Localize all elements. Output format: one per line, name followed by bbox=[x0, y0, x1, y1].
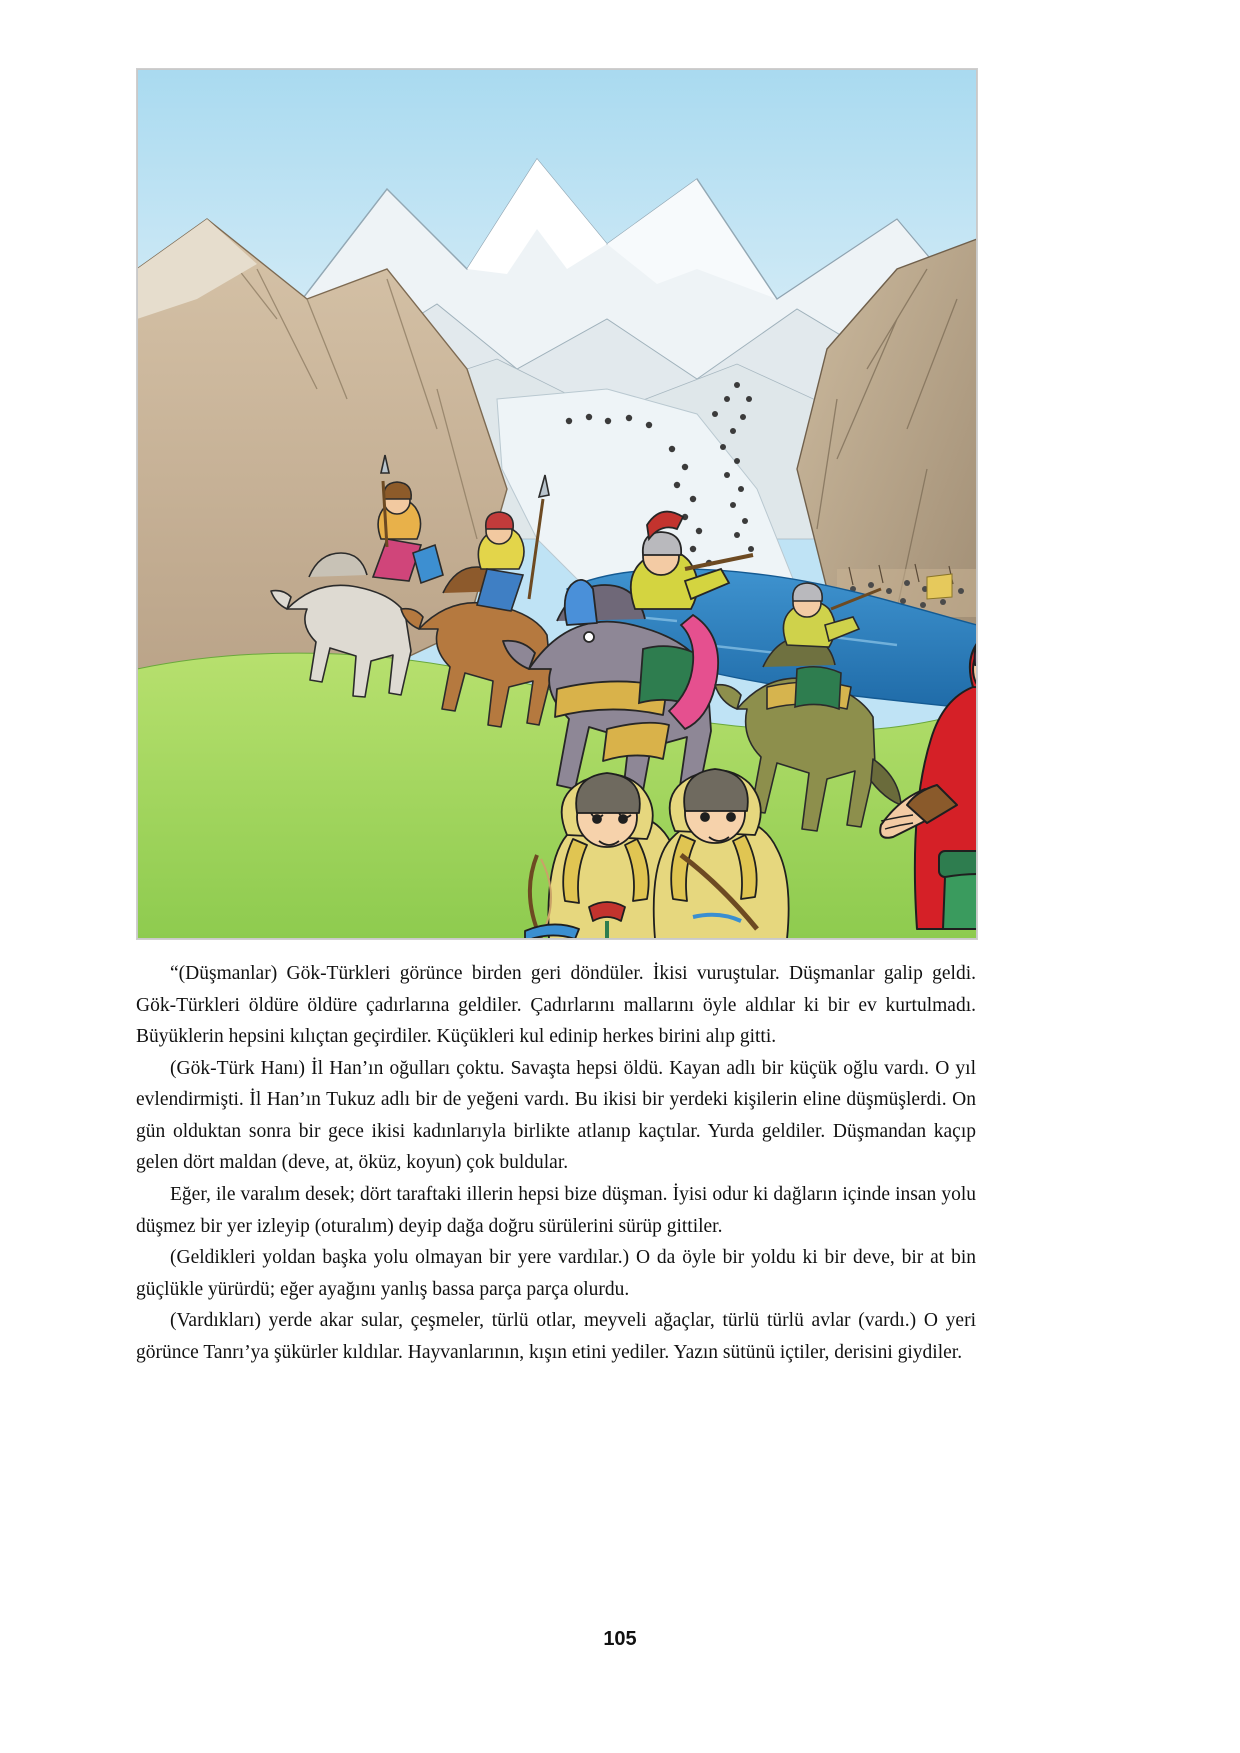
page-body-text bbox=[136, 958, 976, 1369]
paragraph-1: “(Düşmanlar) Gök-Türkleri görünce birden geri döndüler. İkisi vuruştular. Düşmanlar galip geldi. Gök-Türkleri öldüre öldüre çadırlarına geldiler. Çadırlarını mallarını öyle aldılar ki bir ev kurtulmadı. Büyüklerin hepsini kılıçtan geçirdiler. Küçükleri kul edinip herkes birini alıp gitti. bbox=[136, 963, 976, 1048]
paragraph-5: (Vardıkları) yerde akar sular, çeşmeler, türlü otlar, meyveli ağaçlar, türlü türlü avlar (vardı.) O yeri görünce Tanrı’ya şükürler kıldılar. Hayvanlarının, kışın etini yediler. Yazın sütünü içtiler, derisini giydiler. bbox=[136, 1310, 976, 1363]
paragraph-4: (Geldikleri yoldan başka yolu olmayan bir yere vardılar.) O da öyle bir yoldu ki bir deve, bir at bin güçlükle yürürdü; eğer ayağını yanlış bassa parça parça olurdu. bbox=[136, 1247, 976, 1300]
illustration-artwork bbox=[137, 69, 977, 939]
illustration-figure bbox=[136, 68, 978, 940]
page-number: 105 bbox=[603, 1628, 637, 1650]
paragraph-2: (Gök-Türk Hanı) İl Han’ın oğulları çoktu. Savaşta hepsi öldü. Kayan adlı bir küçük oğlu vardı. O yıl evlendirmişti. İl Han’ın Tukuz adlı bir de yeğeni vardı. Bu ikisi bir yerdeki kişilerin eline düşmüşlerdi. On gün olduktan sonra bir gece ikisi kadınlarıyla birlikte atlanıp kaçtılar. Yurda geldiler. Düşmandan kaçıp gelen dört maldan (deve, at, öküz, koyun) çok buldular. bbox=[136, 1057, 976, 1174]
paragraph-3: Eğer, ile varalım desek; dört taraftaki illerin hepsi bize düşman. İyisi odur ki dağların içinde insan yolu düşmez bir yer izleyip (oturalım) deyip dağa doğru sürülerini sürüp gittiler. bbox=[136, 1184, 976, 1237]
